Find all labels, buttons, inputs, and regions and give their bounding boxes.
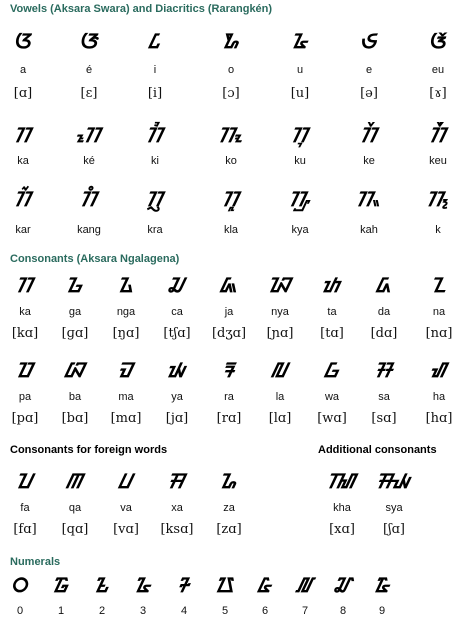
- label-sya: sya: [385, 502, 403, 514]
- label-cons-da: da: [377, 306, 391, 318]
- glyph-a: ᮃ: [13, 29, 33, 53]
- label-e-acute: é: [85, 64, 93, 76]
- ipa-u: [u]: [290, 86, 310, 101]
- glyph-va: ᮗ: [118, 469, 134, 493]
- glyph-cons-ta: ᮒ: [322, 273, 342, 297]
- ipa-cons-wa: [wɑ]: [317, 411, 347, 426]
- glyph-cons-ga: ᮌ: [65, 273, 85, 297]
- label-cons-ja: ja: [224, 306, 234, 318]
- glyph-ke-acute: ᮊᮦ: [76, 123, 102, 147]
- label-cons-ta: ta: [327, 306, 337, 318]
- label-k: k: [435, 224, 441, 236]
- glyph-kang: ᮊᮀ: [79, 187, 99, 211]
- numerals-section-title: Numerals: [10, 556, 61, 568]
- label-keu: keu: [429, 155, 447, 167]
- ipa-cons-ga: [ɡɑ]: [61, 326, 89, 341]
- consonants-section-title: Consonants (Aksara Ngalagena): [10, 253, 180, 265]
- label-xa: xa: [171, 502, 183, 514]
- label-num-9: 9: [378, 605, 386, 617]
- glyph-kar: ᮊᮁ: [13, 187, 33, 211]
- ipa-fa: [fɑ]: [13, 522, 37, 537]
- label-i: i: [153, 64, 157, 76]
- label-num-0: 0: [16, 605, 24, 617]
- glyph-cons-nga: ᮍ: [117, 273, 135, 297]
- additional-consonants-title: Additional consonants: [318, 444, 437, 456]
- glyph-kya: ᮊᮡ: [288, 187, 312, 211]
- glyph-num-4: ᮴: [177, 573, 191, 597]
- glyph-cons-wa: ᮝ: [323, 358, 341, 382]
- label-cons-ca: ca: [171, 306, 183, 318]
- glyph-cons-ja: ᮏ: [219, 273, 239, 297]
- label-num-1: 1: [57, 605, 65, 617]
- label-eu: eu: [431, 64, 445, 76]
- label-cons-pa: pa: [18, 391, 32, 403]
- label-kah: kah: [360, 224, 378, 236]
- ipa-cons-ka: [kɑ]: [11, 326, 39, 341]
- foreign-consonants-title: Consonants for foreign words: [10, 444, 168, 456]
- glyph-num-1: ᮱: [51, 573, 71, 597]
- label-num-7: 7: [301, 605, 309, 617]
- glyph-cons-ca: ᮎ: [168, 273, 186, 297]
- vowels-section-title: Vowels (Aksara Swara) and Diacritics (Rarangkén): [10, 3, 273, 15]
- ipa-cons-ra: [rɑ]: [216, 411, 242, 426]
- ipa-cons-ba: [bɑ]: [61, 411, 89, 426]
- ipa-cons-la: [lɑ]: [268, 411, 292, 426]
- label-cons-ka: ka: [19, 306, 31, 318]
- glyph-num-6: ᮶: [257, 573, 273, 597]
- label-cons-na: na: [432, 306, 446, 318]
- ipa-cons-ha: [hɑ]: [425, 411, 453, 426]
- glyph-u: ᮅ: [291, 29, 309, 53]
- label-cons-sa: sa: [378, 391, 390, 403]
- ipa-xa: [ksɑ]: [160, 522, 194, 537]
- label-o: o: [227, 64, 235, 76]
- glyph-e-acute: ᮆ: [78, 29, 100, 53]
- label-cons-ra: ra: [224, 391, 234, 403]
- ipa-kha: [xɑ]: [329, 522, 355, 537]
- glyph-za: ᮐ: [219, 469, 239, 493]
- ipa-o: [ɔ]: [222, 86, 240, 101]
- ipa-cons-sa: [sɑ]: [371, 411, 397, 426]
- glyph-kla: ᮊᮣ: [221, 187, 241, 211]
- label-kha: kha: [333, 502, 351, 514]
- glyph-cons-da: ᮓ: [375, 273, 393, 297]
- ipa-cons-nya: [ɲɑ]: [266, 326, 294, 341]
- label-ke-acute: ké: [83, 155, 95, 167]
- glyph-num-9: ᮹: [373, 573, 391, 597]
- glyph-num-3: ᮳: [134, 573, 152, 597]
- label-kya: kya: [291, 224, 309, 236]
- glyph-cons-na: ᮔ: [430, 273, 448, 297]
- ipa-cons-ta: [tɑ]: [320, 326, 344, 341]
- glyph-ku: ᮊᮥ: [290, 123, 310, 147]
- ipa-a: [ɑ]: [13, 86, 33, 101]
- ipa-cons-ca: [tʃɑ]: [163, 326, 191, 341]
- glyph-cons-nya: ᮑ: [268, 273, 292, 297]
- label-za: za: [223, 502, 235, 514]
- glyph-fa: ᮖ: [15, 469, 35, 493]
- label-kla: kla: [223, 224, 239, 236]
- label-fa: fa: [20, 502, 30, 514]
- label-num-6: 6: [261, 605, 269, 617]
- ipa-cons-ya: [jɑ]: [165, 411, 189, 426]
- glyph-cons-ra: ᮛ: [222, 358, 236, 382]
- label-num-3: 3: [139, 605, 147, 617]
- label-cons-la: la: [275, 391, 285, 403]
- ipa-qa: [qɑ]: [61, 522, 89, 537]
- glyph-cons-la: ᮜ: [270, 358, 290, 382]
- label-e: e: [365, 64, 373, 76]
- glyph-ke: ᮊᮨ: [359, 123, 379, 147]
- glyph-num-2: ᮲: [93, 573, 111, 597]
- label-kar: kar: [15, 224, 31, 236]
- ipa-e-acute: [ɛ]: [80, 86, 98, 101]
- label-a: a: [19, 64, 27, 76]
- label-num-8: 8: [339, 605, 347, 617]
- label-cons-nga: nga: [116, 306, 136, 318]
- ipa-cons-ma: [mɑ]: [110, 411, 142, 426]
- label-va: va: [120, 502, 132, 514]
- glyph-ki: ᮊᮤ: [145, 123, 165, 147]
- label-ke: ke: [363, 155, 375, 167]
- glyph-cons-ma: ᮙ: [117, 358, 135, 382]
- ipa-cons-na: [nɑ]: [425, 326, 453, 341]
- label-cons-ga: ga: [68, 306, 82, 318]
- label-cons-ba: ba: [68, 391, 82, 403]
- glyph-cons-ba: ᮘ: [64, 358, 86, 382]
- glyph-num-0: ᮰: [10, 573, 30, 597]
- ipa-za: [zɑ]: [216, 522, 242, 537]
- label-cons-ya: ya: [171, 391, 183, 403]
- ipa-sya: [ʃɑ]: [383, 522, 405, 537]
- ipa-cons-ja: [dʒɑ]: [211, 326, 247, 341]
- ipa-i: [i]: [147, 86, 163, 101]
- label-kang: kang: [77, 224, 101, 236]
- glyph-ko: ᮊᮧ: [218, 123, 244, 147]
- glyph-eu: ᮉ: [428, 29, 448, 53]
- glyph-kra: ᮊᮢ: [145, 187, 165, 211]
- glyph-kah: ᮊᮂ: [356, 187, 382, 211]
- glyph-e: ᮈ: [359, 29, 379, 53]
- glyph-i: ᮄ: [148, 29, 162, 53]
- glyph-kha: ᮮ: [326, 469, 357, 493]
- label-cons-wa: wa: [324, 391, 340, 403]
- glyph-xa: ᮟ: [167, 469, 187, 493]
- label-ka: ka: [17, 155, 29, 167]
- glyph-ka: ᮊ: [13, 123, 33, 147]
- label-ku: ku: [294, 155, 306, 167]
- glyph-cons-ka: ᮊ: [15, 273, 35, 297]
- label-num-5: 5: [221, 605, 229, 617]
- glyph-num-5: ᮵: [215, 573, 235, 597]
- label-cons-ha: ha: [432, 391, 446, 403]
- label-num-4: 4: [180, 605, 188, 617]
- glyph-num-8: ᮸: [333, 573, 353, 597]
- glyph-cons-ya: ᮚ: [167, 358, 187, 382]
- label-cons-nya: nya: [271, 306, 289, 318]
- label-kra: kra: [147, 224, 163, 236]
- glyph-o: ᮇ: [221, 29, 241, 53]
- ipa-eu: [ɤ]: [429, 86, 447, 101]
- ipa-cons-nga: [ŋɑ]: [112, 326, 140, 341]
- glyph-k: ᮊ᮪: [426, 187, 450, 211]
- label-ko: ko: [225, 155, 237, 167]
- ipa-va: [vɑ]: [113, 522, 139, 537]
- ipa-e: [ə]: [360, 86, 378, 101]
- glyph-cons-ha: ᮠ: [430, 358, 448, 382]
- label-num-2: 2: [98, 605, 106, 617]
- label-qa: qa: [68, 502, 82, 514]
- label-u: u: [296, 64, 304, 76]
- glyph-sya: ᮯ: [376, 469, 412, 493]
- ipa-cons-da: [dɑ]: [370, 326, 398, 341]
- glyph-qa: ᮋ: [65, 469, 85, 493]
- glyph-cons-pa: ᮕ: [15, 358, 35, 382]
- glyph-cons-sa: ᮞ: [374, 358, 394, 382]
- glyph-num-7: ᮷: [296, 573, 314, 597]
- glyph-keu: ᮊᮩ: [428, 123, 448, 147]
- label-cons-ma: ma: [118, 391, 134, 403]
- ipa-cons-pa: [pɑ]: [11, 411, 39, 426]
- label-ki: ki: [151, 155, 159, 167]
